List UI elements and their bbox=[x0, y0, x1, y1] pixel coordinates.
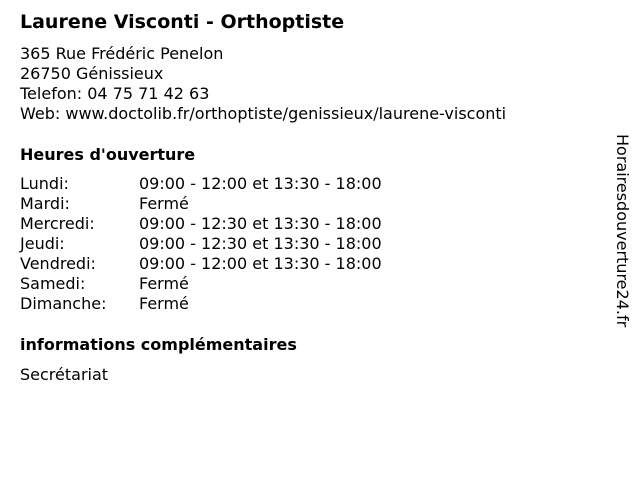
hours-row-thursday bbox=[20, 234, 440, 254]
hours-value: Fermé bbox=[139, 194, 189, 213]
hours-value: 09:00 - 12:00 et 13:30 - 18:00 bbox=[139, 174, 382, 193]
hours-row-monday bbox=[20, 174, 440, 194]
opening-hours-table bbox=[20, 174, 440, 314]
hours-row-tuesday bbox=[20, 194, 440, 214]
hours-row-wednesday bbox=[20, 214, 440, 234]
phone-number: Telefon: 04 75 71 42 63 bbox=[20, 84, 210, 103]
day-label: Mardi: bbox=[20, 194, 70, 213]
day-label: Mercredi: bbox=[20, 214, 95, 233]
site-watermark: Horairesdouverture24.fr bbox=[613, 134, 632, 328]
additional-info-title: informations complémentaires bbox=[20, 335, 297, 354]
hours-row-friday bbox=[20, 254, 440, 274]
hours-value: Fermé bbox=[139, 274, 189, 293]
day-label: Jeudi: bbox=[20, 234, 65, 253]
day-label: Lundi: bbox=[20, 174, 69, 193]
hours-row-sunday bbox=[20, 294, 440, 314]
hours-row-saturday bbox=[20, 274, 440, 294]
hours-value: 09:00 - 12:30 et 13:30 - 18:00 bbox=[139, 234, 382, 253]
hours-value: Fermé bbox=[139, 294, 189, 313]
day-label: Samedi: bbox=[20, 274, 86, 293]
hours-value: 09:00 - 12:00 et 13:30 - 18:00 bbox=[139, 254, 382, 273]
address-city: 26750 Génissieux bbox=[20, 64, 164, 83]
business-address bbox=[20, 44, 506, 124]
day-label: Dimanche: bbox=[20, 294, 107, 313]
business-name: Laurene Visconti - Orthoptiste bbox=[20, 11, 345, 33]
opening-hours-title: Heures d'ouverture bbox=[20, 145, 196, 164]
additional-info-text: Secrétariat bbox=[20, 365, 109, 384]
website-link: Web: www.doctolib.fr/orthoptiste/genissieux/laurene-visconti bbox=[20, 104, 507, 123]
address-street: 365 Rue Frédéric Penelon bbox=[20, 44, 224, 63]
hours-value: 09:00 - 12:30 et 13:30 - 18:00 bbox=[139, 214, 382, 233]
day-label: Vendredi: bbox=[20, 254, 96, 273]
